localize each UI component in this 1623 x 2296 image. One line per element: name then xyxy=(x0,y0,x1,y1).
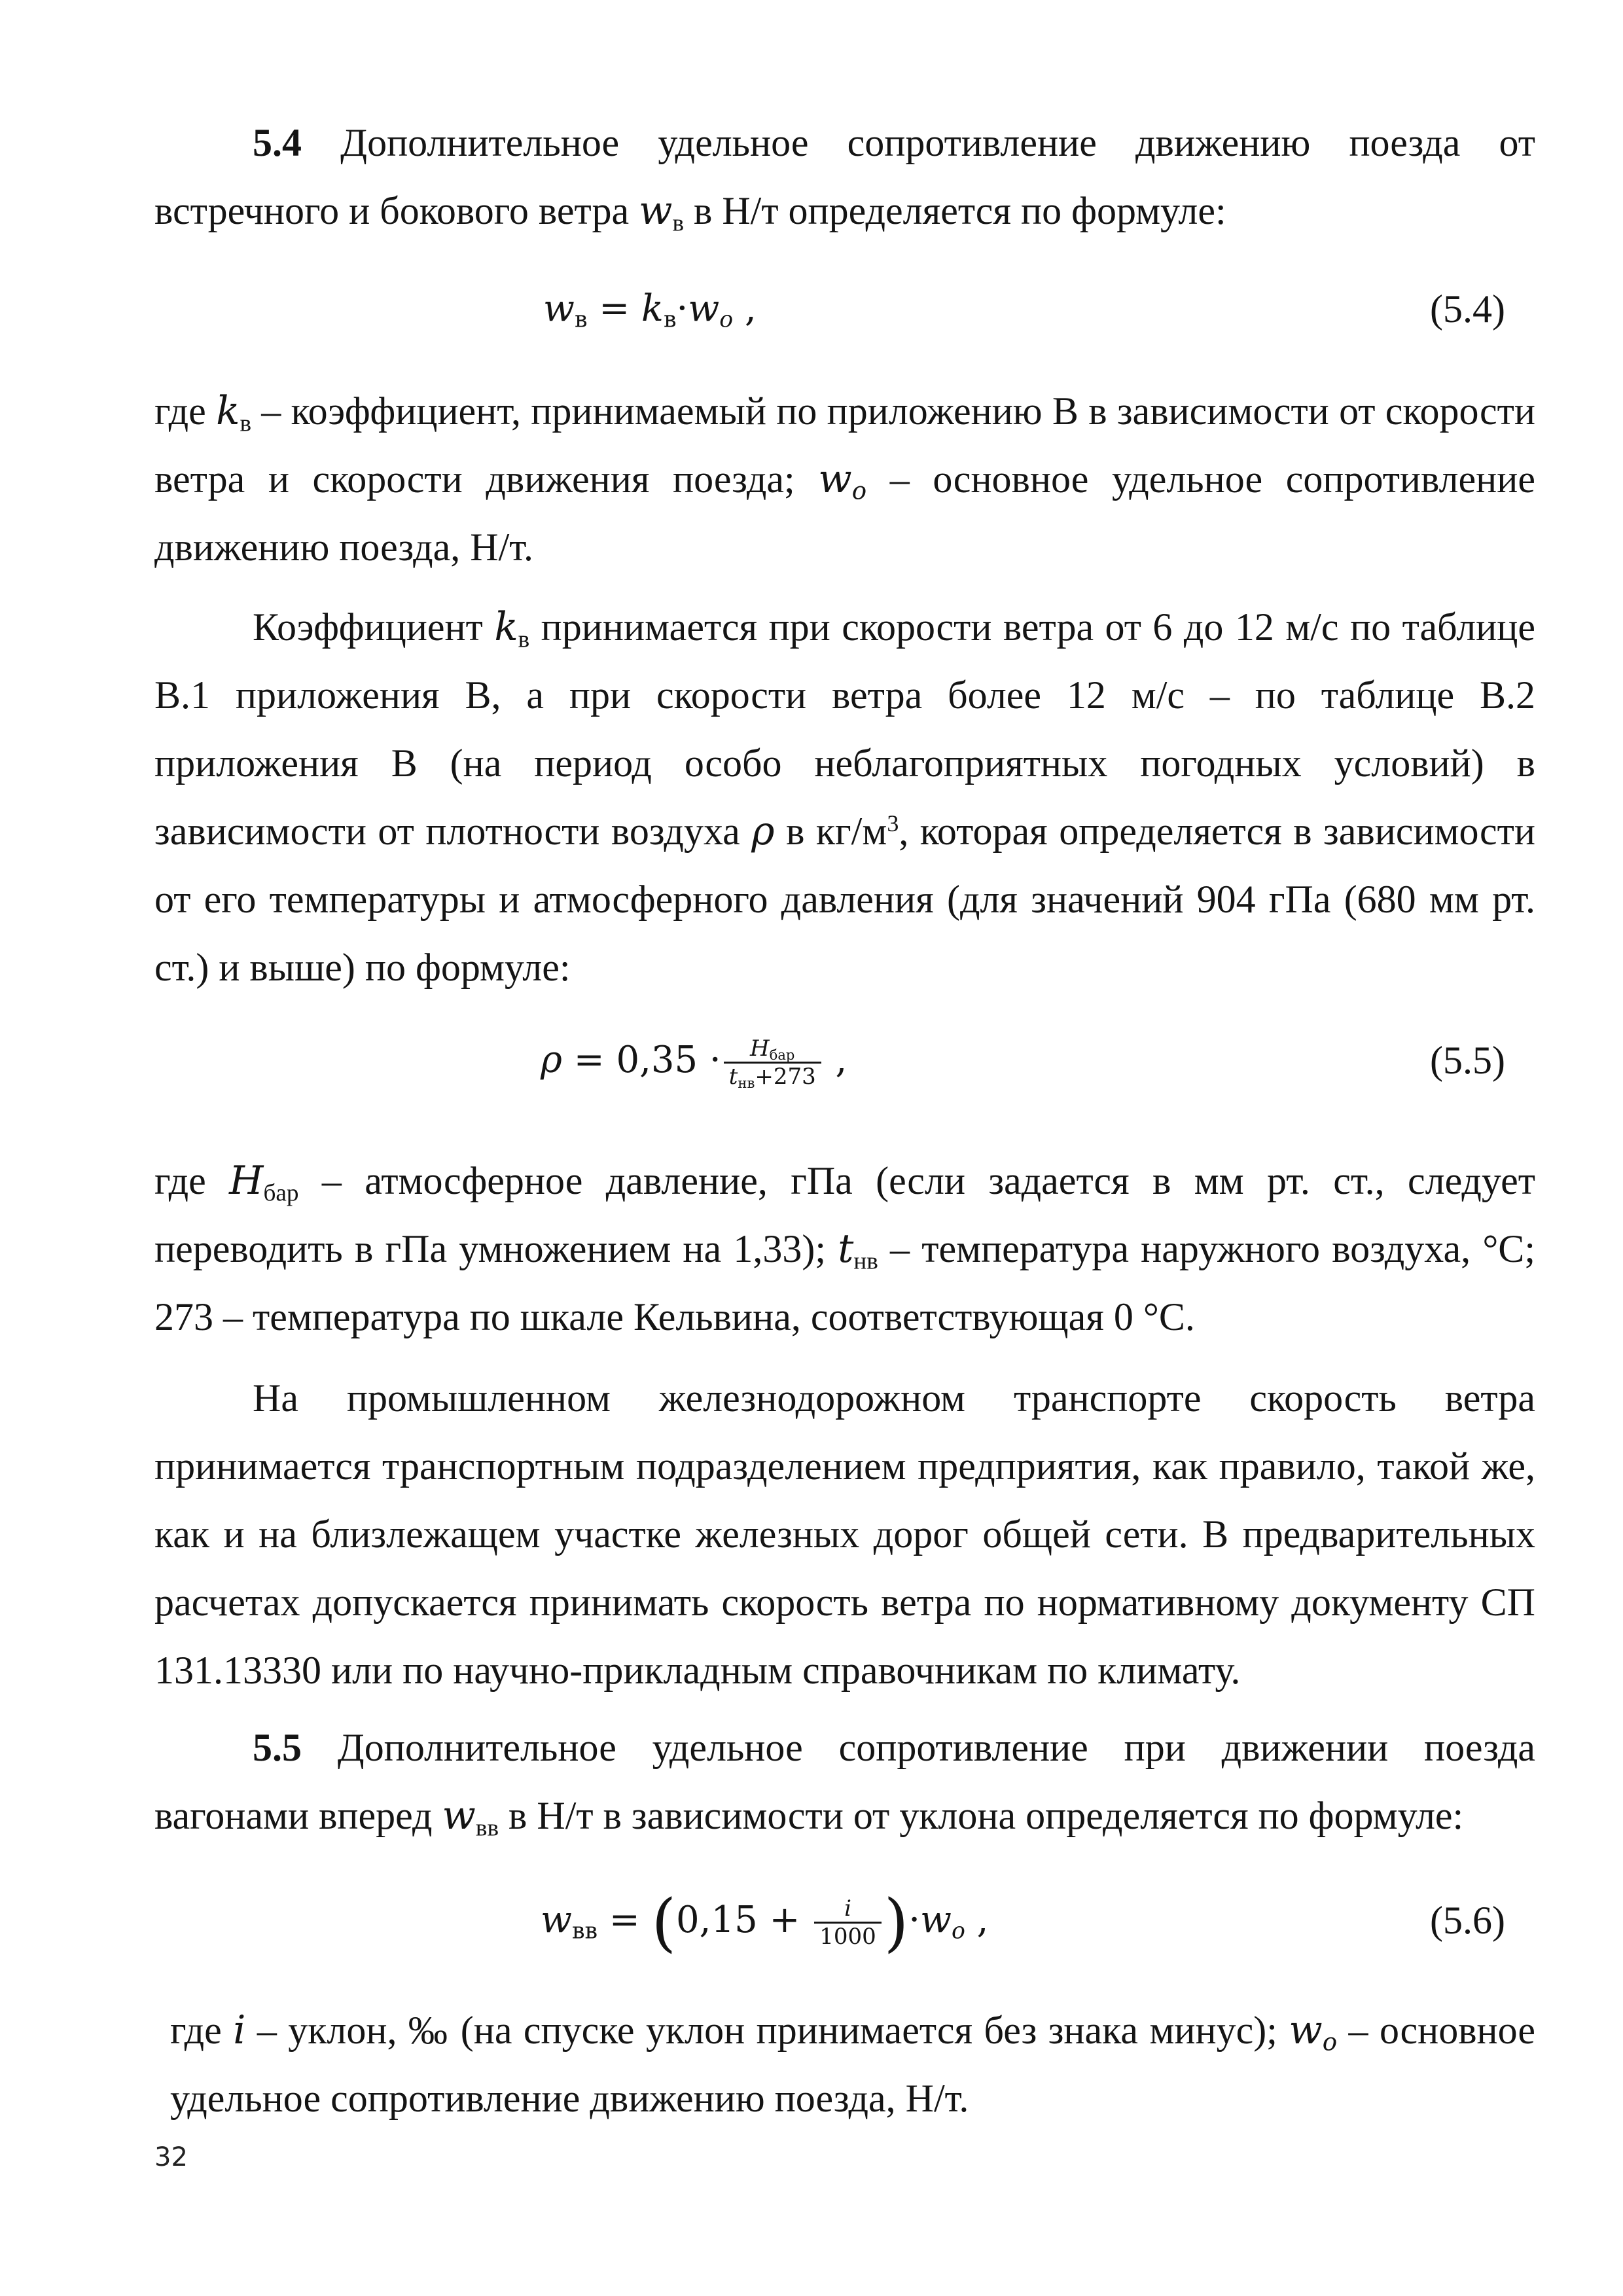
text-span: w xyxy=(688,287,720,330)
text-span: где xyxy=(170,2009,234,2052)
text-span: ( xyxy=(651,1886,677,1960)
text-span: в xyxy=(663,306,677,333)
text-span: , xyxy=(823,1039,847,1081)
formula-5-6-where xyxy=(170,1996,1535,2132)
industrial-transport-paragraph: На промышленном железнодорожном транспорте скорость ветра принимается транспортным подразделением предприятия, как правило, такой же, как и на близлежащем участке железных дорог общей сети. В предварительных расчетах допускается принимать скорость ветра по нормативному документу СП 131.13330 или по научно-прикладным справочникам по климату. xyxy=(154,1376,1535,1692)
formula-number-5-6: (5.6) xyxy=(1430,1899,1505,1942)
section-5-4-intro xyxy=(154,109,1535,245)
text-span: +273 xyxy=(755,1064,816,1090)
text-span: – атмосферное давление, гПа (если задается в мм рт. ст., следует переводить в гПа умножением на 1,33); xyxy=(154,1159,1535,1270)
text-span: бар xyxy=(263,1179,299,1207)
text-span: нв xyxy=(853,1247,878,1275)
page-number: 32 xyxy=(154,2142,188,2172)
formula-number-5-5: (5.5) xyxy=(1430,1039,1505,1082)
section-5-4-where xyxy=(154,377,1535,581)
text-span: где xyxy=(154,389,217,433)
text-span: = xyxy=(587,287,642,330)
text-span: , которая определяется в зависимости от его температуры и атмосферного давления (для значений 904 гПа (680 мм рт. ст.) и выше) по формуле: xyxy=(154,810,1535,989)
text-span: вв xyxy=(571,1918,598,1945)
formula-5-6 xyxy=(541,1886,989,1960)
section-5-5-intro xyxy=(154,1713,1535,1850)
formula-5-5 xyxy=(541,1034,847,1090)
text-span: где xyxy=(154,1159,230,1202)
text-span: w xyxy=(639,188,673,234)
text-span: k xyxy=(216,388,240,434)
text-span: ρ xyxy=(751,808,775,854)
text-span: вв xyxy=(475,1814,499,1842)
text-span: – коэффициент, принимаемый по приложению В в зависимости от скорости ветра и скорости движения поезда; xyxy=(154,389,1535,501)
formula-number-5-4: (5.4) xyxy=(1430,287,1505,331)
text-span: в Н/т определяется по формуле: xyxy=(684,189,1226,232)
text-span: , xyxy=(733,287,757,330)
text-span: i xyxy=(233,2007,246,2053)
text-span: в кг/м xyxy=(774,810,887,853)
text-span: в xyxy=(672,209,684,237)
text-span: t xyxy=(728,1064,738,1090)
section-number: 5.4 xyxy=(253,121,302,164)
text-span: – основное удельное сопротивление движению поезда, Н/т. xyxy=(154,457,1535,569)
text-span: w xyxy=(1289,2007,1323,2053)
text-span: = 0,35 · xyxy=(562,1039,721,1081)
text-span: в xyxy=(518,626,530,653)
text-span: o xyxy=(851,476,867,505)
text-span: w xyxy=(543,287,575,330)
formula-5-4 xyxy=(543,283,757,335)
text-span: = xyxy=(597,1899,652,1941)
text-span: , xyxy=(965,1899,989,1941)
text-span: нв xyxy=(738,1074,755,1091)
fraction xyxy=(724,1035,821,1090)
text-span: w xyxy=(818,456,852,502)
text-span: t xyxy=(838,1226,854,1272)
text-span: H xyxy=(229,1158,264,1204)
text-span: o xyxy=(719,306,734,333)
text-span: 1000 xyxy=(819,1924,876,1950)
text-span: w xyxy=(541,1899,572,1941)
text-span: в xyxy=(240,410,251,437)
text-span: o xyxy=(1322,2027,1338,2056)
text-span: – уклон, ‰ (на спуске уклон принимается без знака минус); xyxy=(245,2009,1289,2052)
text-span: в Н/т в зависимости от уклона определяется по формуле: xyxy=(499,1794,1464,1837)
text-span: w xyxy=(920,1899,952,1941)
text-span: – температура наружного воздуха, °С; 273 – температура по шкале Кельвина, соответствующая 0 °С. xyxy=(154,1227,1535,1338)
text-span: 3 xyxy=(887,810,899,837)
text-span: ) xyxy=(883,1886,909,1960)
text-span: 0,15 + xyxy=(676,1899,812,1941)
text-span: o xyxy=(951,1918,965,1945)
text-span: · xyxy=(676,287,688,330)
text-span: w xyxy=(442,1793,476,1839)
text-span: Дополнительное удельное сопротивление движению поезда от встречного и бокового ветра xyxy=(154,121,1535,232)
formula-5-5-where xyxy=(154,1147,1535,1351)
text-span: k xyxy=(494,604,518,650)
coefficient-paragraph xyxy=(154,593,1535,1001)
text-span: в xyxy=(574,306,588,333)
section-number: 5.5 xyxy=(253,1726,302,1769)
text-span: · xyxy=(908,1899,921,1941)
fraction xyxy=(814,1895,882,1950)
text-span: бар xyxy=(769,1046,795,1063)
text-span: принимается при скорости ветра от 6 до 12 м/с по таблице В.1 приложения В, а при скорости ветра более 12 м/с – по таблице В.2 приложения В (на период особо неблагоприятных погодных условий) в зависимости от плотности воздуха xyxy=(154,605,1535,853)
text-span: i xyxy=(814,1895,882,1924)
text-span: ρ xyxy=(541,1039,562,1081)
text-span: – основное удельное сопротивление движению поезда, Н/т. xyxy=(170,2009,1536,2120)
text-span: H xyxy=(750,1035,770,1062)
text-span: Коэффициент xyxy=(253,605,495,649)
text-span: Дополнительное удельное сопротивление при движении поезда вагонами вперед xyxy=(154,1726,1535,1837)
text-span: k xyxy=(641,287,664,330)
